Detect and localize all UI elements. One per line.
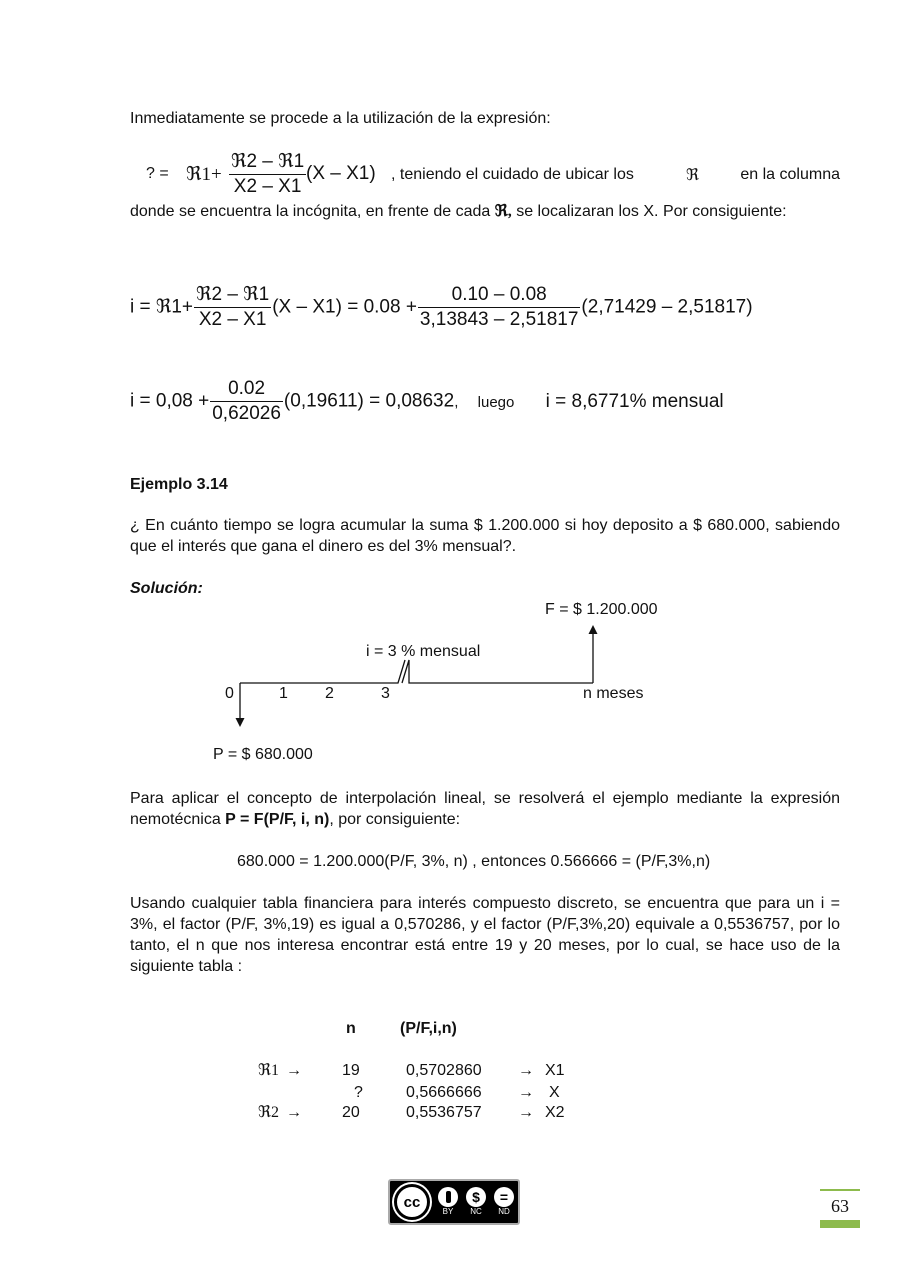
intro-text: Inmediatamente se procede a la utilización de la expresión: — [130, 110, 551, 127]
formula-1-r1: ℜ1+ — [186, 164, 222, 185]
nd-label: ND — [498, 1207, 510, 1216]
formula-2-middle: (X – X1) = 0.08 + — [272, 296, 417, 318]
formula-1-tail: (X – X1) — [306, 163, 376, 184]
formula-2-lhs: i = ℜ1+ — [130, 296, 194, 318]
present-arrow-head — [236, 718, 245, 727]
paragraph-interpolation-a: Para aplicar el concepto de interpolación lineal, se resolverá el ejemplo mediante la expresión nemotécnica — [130, 790, 840, 828]
future-arrow-head — [589, 625, 598, 634]
formula-3-luego: luego — [477, 393, 515, 411]
tick-1: 1 — [279, 685, 288, 702]
timeline-left — [240, 660, 405, 683]
formula-1-text-b: en la columna — [740, 166, 840, 183]
diagram-rate: i = 3 % mensual — [366, 643, 481, 660]
row-value: 0,5536757 — [406, 1104, 482, 1121]
formula-1-text-a: , teniendo el cuidado de ubicar los — [391, 166, 634, 183]
formula-3-denominator: 0,62026 — [212, 403, 281, 424]
formula-3-tail: (0,19611) = 0,08632 — [283, 390, 455, 412]
formula-3-lhs: i = 0,08 + — [130, 390, 210, 412]
by-label: BY — [442, 1207, 454, 1216]
row-x: X2 — [545, 1104, 565, 1121]
row-label: ℜ2 — [258, 1104, 280, 1121]
formula-3-comma: , — [454, 393, 459, 411]
row-x: X1 — [545, 1062, 565, 1079]
paragraph-location-r: ℜ, — [494, 203, 512, 220]
diagram-future-value: F = $ 1.200.000 — [545, 601, 658, 618]
by-person-icon — [438, 1187, 458, 1207]
equation-line: 680.000 = 1.200.000(P/F, 3%, n) , entonces 0.566666 = (P/F,3%,n) — [237, 853, 711, 870]
tick-0: 0 — [225, 685, 234, 702]
formula-2-denominator-1: X2 – X1 — [198, 309, 267, 330]
formula-2-numerator-1: ℜ2 – ℜ1 — [194, 283, 271, 308]
formula-2-denominator-2: 3,13843 – 2,51817 — [419, 309, 579, 330]
paragraph-table-lookup: Usando cualquier tabla financiera para interés compuesto discreto, se encuentra que para un i = 3%, el factor (P/F, 3%,19) es igual a 0,570286, y el factor (P/F,3%,20) equivale a 0,5536757, por lo tanto, el n que nos interesa encontrar está entre 19 y 20 meses, por lo cual, se hace uso de la siguiente tabla : — [130, 895, 840, 975]
row-arrow2-icon: → — [518, 1084, 534, 1101]
row-value: 0,5666666 — [406, 1084, 482, 1101]
cc-icon: cc — [394, 1184, 430, 1220]
paragraph-interpolation-b: , por consiguiente: — [329, 811, 461, 828]
row-arrow-icon: → — [286, 1062, 302, 1079]
tick-n-meses: n meses — [583, 685, 644, 702]
timeline-right — [402, 660, 593, 683]
mnemonic-expression: P = F(P/F, i, n) — [225, 811, 330, 828]
tick-3: 3 — [381, 685, 390, 702]
page-number-bottom-bar — [820, 1220, 860, 1228]
row-label: ℜ1 — [258, 1062, 280, 1079]
formula-2-numerator-2: 0.10 – 0.08 — [418, 283, 581, 308]
table-header-n: n — [346, 1020, 356, 1037]
formula-2-tail: (2,71429 – 2,51817) — [581, 296, 753, 318]
row-n: ? — [354, 1084, 363, 1101]
formula-1-r-symbol: ℜ — [686, 167, 700, 184]
formula-3-numerator: 0.02 — [210, 377, 283, 402]
example-title: Ejemplo 3.14 — [130, 476, 228, 493]
example-question: ¿ En cuánto tiempo se logra acumular la suma $ 1.200.000 si hoy deposito a $ 680.000, sabiendo que el interés que gana el dinero es del 3% mensual?. — [130, 517, 840, 555]
solution-label: Solución: — [130, 580, 203, 597]
paragraph-interpolation — [130, 788, 840, 830]
no-derivatives-icon: = — [494, 1187, 514, 1207]
cc-license-badge — [388, 1179, 520, 1225]
row-n: 19 — [342, 1062, 360, 1079]
nc-label: NC — [470, 1207, 482, 1216]
table-header-pf: (P/F,i,n) — [400, 1020, 457, 1037]
non-commercial-icon: $ — [466, 1187, 486, 1207]
formula-3-result: i = 8,6771% mensual — [545, 390, 724, 412]
diagram-present-value: P = $ 680.000 — [213, 746, 313, 763]
tick-2: 2 — [325, 685, 334, 702]
row-arrow2-icon: → — [518, 1104, 534, 1121]
row-value: 0,5702860 — [406, 1062, 482, 1079]
page-number: 63 — [831, 1196, 849, 1216]
row-arrow-icon: → — [286, 1104, 302, 1121]
paragraph-location-a: donde se encuentra la incógnita, en frente de cada — [130, 203, 491, 220]
formula-1-lhs: ? = — [146, 165, 169, 182]
row-x: X — [549, 1084, 560, 1101]
row-n: 20 — [342, 1104, 360, 1121]
formula-1-denominator: X2 – X1 — [233, 176, 302, 197]
page-number-top-rule — [820, 1189, 860, 1191]
row-arrow2-icon: → — [518, 1062, 534, 1079]
paragraph-location-b: se localizaran los X. Por consiguiente: — [516, 203, 787, 220]
formula-1-numerator: ℜ2 – ℜ1 — [229, 150, 306, 175]
